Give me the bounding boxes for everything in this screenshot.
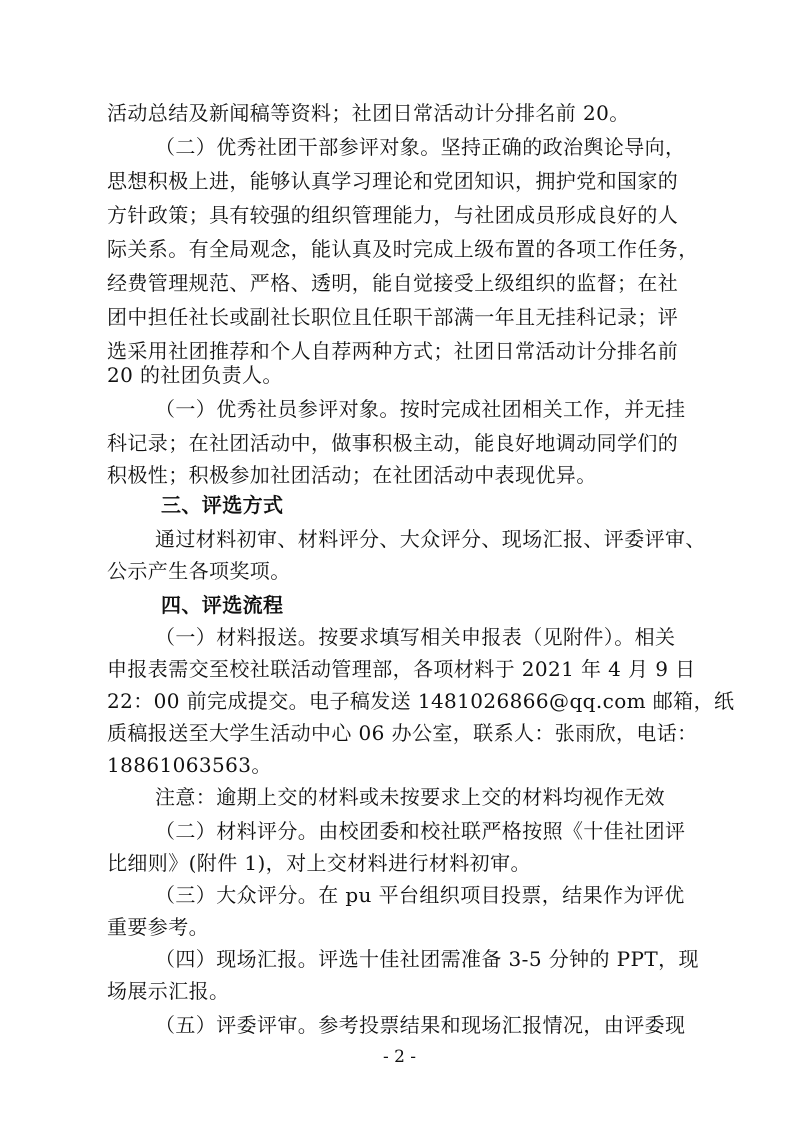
text-line-14: 通过材料初审、材料评分、大众评分、现场汇报、评委评审、 — [155, 527, 706, 551]
text-line-12: 积极性；积极参加社团活动；在社团活动中表现优异。 — [107, 463, 597, 487]
text-line-15: 公示产生各项奖项。 — [107, 559, 291, 583]
text-line-20: 质稿报送至大学生活动中心 06 办公室，联系人：张雨欣，电话： — [107, 721, 698, 745]
section-heading-3: 三、评选方式 — [161, 493, 284, 517]
text-line-25: （三）大众评分。在 pu 平台组织项目投票，结果作为评优 — [155, 883, 685, 907]
text-line-23: （二）材料评分。由校团委和校社联严格按照《十佳社团评 — [155, 819, 686, 843]
text-line-5: 际关系。有全局观念，能认真及时完成上级布置的各项工作任务， — [107, 237, 699, 261]
page-number: - 2 - — [382, 1047, 417, 1067]
text-line-19: 22：00 前完成提交。电子稿发送 1481026866@qq.com 邮箱，纸 — [107, 689, 735, 713]
text-line-29: （五）评委评审。参考投票结果和现场汇报情况，由评委现 — [155, 1013, 686, 1037]
text-line-4: 方针政策；具有较强的组织管理能力，与社团成员形成良好的人 — [107, 203, 679, 227]
text-line-27: （四）现场汇报。评选十佳社团需准备 3-5 分钟的 PPT，现 — [155, 947, 699, 971]
text-line-3: 思想积极上进，能够认真学习理论和党团知识，拥护党和国家的 — [107, 169, 679, 193]
text-line-18: 申报表需交至校社联活动管理部，各项材料于 2021 年 4 月 9 日 — [107, 657, 696, 681]
text-line-22: 注意：逾期上交的材料或未按要求上交的材料均视作无效 — [155, 785, 665, 809]
text-line-21: 18861063563。 — [107, 753, 272, 777]
text-line-1: 活动总结及新闻稿等资料；社团日常活动计分排名前 20。 — [107, 101, 630, 125]
text-line-6: 经费管理规范、严格、透明，能自觉接受上级组织的监督；在社 — [107, 271, 679, 295]
text-line-8: 选采用社团推荐和个人自荐两种方式；社团日常活动计分排名前 — [107, 339, 679, 363]
text-line-9: 20 的社团负责人。 — [107, 363, 283, 387]
text-line-2: （二）优秀社团干部参评对象。坚持正确的政治舆论导向， — [155, 135, 686, 159]
text-line-24: 比细则》(附件 1)，对上交材料进行材料初审。 — [107, 851, 531, 875]
text-line-7: 团中担任社长或副社长职位且任职干部满一年且无挂科记录；评 — [107, 305, 679, 329]
text-line-26: 重要参考。 — [107, 915, 209, 939]
section-heading-4: 四、评选流程 — [161, 593, 284, 617]
text-line-11: 科记录；在社团活动中，做事积极主动，能良好地调动同学们的 — [107, 431, 679, 455]
text-line-28: 场展示汇报。 — [107, 979, 230, 1003]
text-line-10: （一）优秀社员参评对象。按时完成社团相关工作，并无挂 — [155, 397, 686, 421]
text-line-17: （一）材料报送。按要求填写相关申报表（见附件）。相关 — [155, 625, 676, 649]
